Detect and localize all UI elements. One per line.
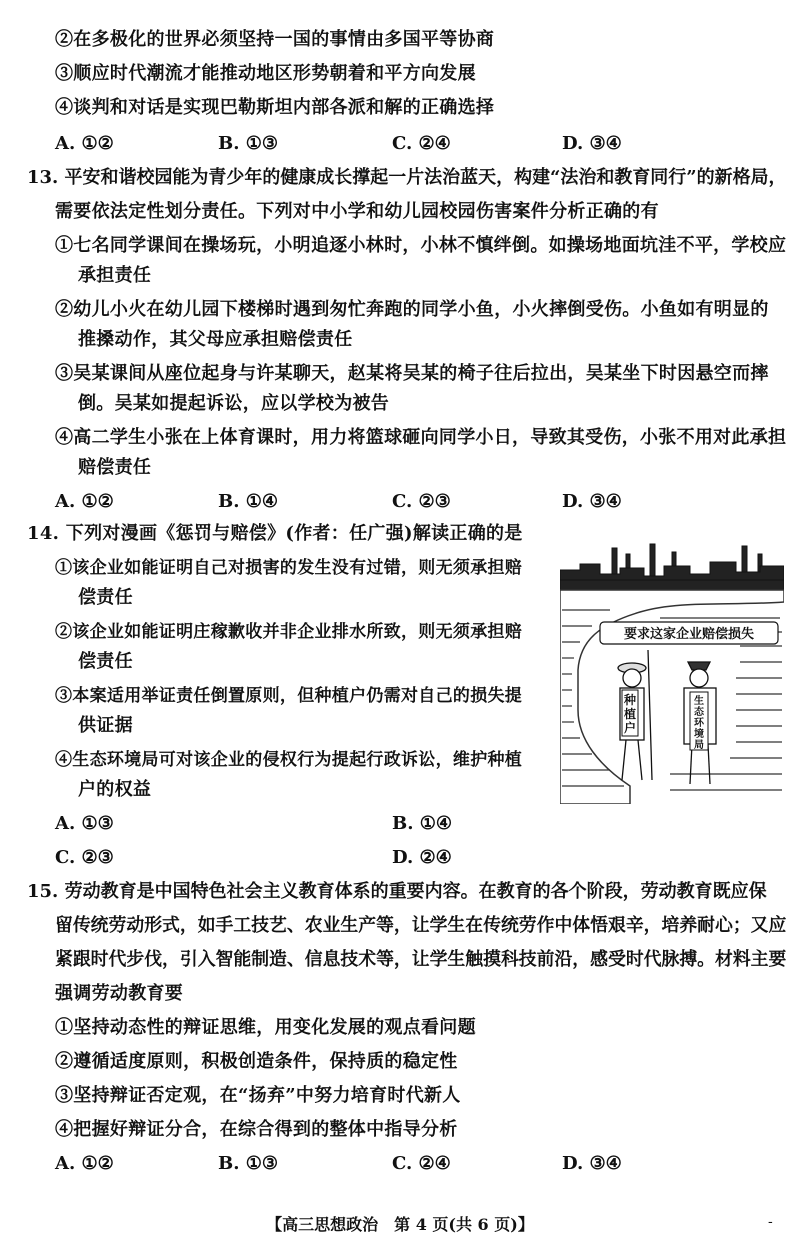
q14-option-d: D. ②④ bbox=[392, 847, 452, 868]
q13-option-b: B. ①④ bbox=[218, 491, 279, 512]
q14-item-4-line-1: ④生态环境局可对该企业的侵权行为提起行政诉讼，维护种植 bbox=[55, 750, 523, 770]
q13-stem-line-2: 需要依法定性划分责任。下列对中小学和幼儿园校园伤害案件分析正确的有 bbox=[55, 201, 659, 222]
q13-item-2-line-1: ②幼儿小火在幼儿园下楼梯时遇到匆忙奔跑的同学小鱼，小火摔倒受伤。小鱼如有明显的 bbox=[55, 299, 769, 320]
q13-item-1-line-2: 承担责任 bbox=[78, 265, 152, 286]
q15-item-3: ③坚持辩证否定观，在“扬弃”中努力培育时代新人 bbox=[55, 1085, 461, 1106]
q15-stem-line-2: 留传统劳动形式，如手工技艺、农业生产等，让学生在传统劳作中体悟艰辛，培养耐心；又应 bbox=[55, 915, 787, 936]
q14-item-4-line-2: 户的权益 bbox=[78, 779, 152, 800]
q13-item-2-line-2: 推搡动作，其父母应承担赔偿责任 bbox=[78, 329, 353, 350]
q12-item-2: ②在多极化的世界必须坚持一国的事情由多国平等协商 bbox=[55, 29, 495, 50]
q15-option-a: A. ①② bbox=[55, 1153, 114, 1174]
q14-item-3-line-1: ③本案适用举证责任倒置原则，但种植户仍需对自己的损失提 bbox=[55, 686, 523, 706]
q12-item-3: ③顺应时代潮流才能推动地区形势朝着和平方向发展 bbox=[55, 63, 476, 84]
q14-item-2-line-2: 偿责任 bbox=[78, 651, 133, 672]
q15-option-d: D. ③④ bbox=[562, 1153, 622, 1174]
q12-option-a: A. ①② bbox=[55, 133, 114, 154]
q13-option-d: D. ③④ bbox=[562, 491, 622, 512]
q14-item-2-line-1: ②该企业如能证明庄稼歉收并非企业排水所致，则无须承担赔 bbox=[55, 622, 523, 642]
q14-option-b: B. ①④ bbox=[392, 813, 453, 834]
officer-sign-char-3: 环 bbox=[694, 718, 704, 729]
q13-item-1-line-1: ①七名同学课间在操场玩，小明追逐小林时，小林不慎绊倒。如操场地面坑洼不平，学校应 bbox=[55, 235, 787, 256]
corner-mark: - bbox=[768, 1214, 773, 1230]
q14-option-a: A. ①③ bbox=[55, 813, 114, 834]
officer-sign-char-1: 生 bbox=[694, 696, 704, 707]
q13-stem-line-1: 13. 平安和谐校园能为青少年的健康成长撑起一片法治蓝天，构建“法治和教育同行”的新格局， bbox=[27, 167, 787, 188]
q15-item-4: ④把握好辩证分合，在综合得到的整体中指导分析 bbox=[55, 1119, 458, 1140]
q14-item-3-line-2: 供证据 bbox=[78, 715, 133, 736]
q13-item-4-line-2: 赔偿责任 bbox=[78, 457, 152, 478]
q15-option-b: B. ①③ bbox=[218, 1153, 279, 1174]
q13-item-3-line-1: ③吴某课间从座位起身与许某聊天，赵某将吴某的椅子往后拉出，吴某坐下时因悬空而摔 bbox=[55, 363, 769, 384]
q15-stem-line-4: 强调劳动教育要 bbox=[55, 983, 184, 1004]
q15-option-c: C. ②④ bbox=[392, 1153, 451, 1174]
farmer-sign-char-1: 种 bbox=[623, 693, 637, 707]
cartoon-punishment-and-compensation bbox=[560, 540, 784, 804]
q14-item-1-line-2: 偿责任 bbox=[78, 587, 133, 608]
q12-option-c: C. ②④ bbox=[392, 133, 451, 154]
q14-item-1-line-1: ①该企业如能证明自己对损害的发生没有过错，则无须承担赔 bbox=[55, 558, 523, 578]
q15-item-1: ①坚持动态性的辩证思维，用变化发展的观点看问题 bbox=[55, 1017, 476, 1038]
farmer-sign-char-3: 户 bbox=[623, 721, 637, 735]
q13-item-3-line-2: 倒。吴某如提起诉讼，应以学校为被告 bbox=[78, 393, 390, 414]
page-footer: 【高三思想政治 第 4 页(共 6 页)】 bbox=[266, 1215, 534, 1234]
q15-stem-line-3: 紧跟时代步伐，引入智能制造、信息技术等，让学生触摸科技前沿，感受时代脉搏。材料主要 bbox=[55, 949, 787, 970]
q13-option-c: C. ②③ bbox=[392, 491, 451, 512]
q12-item-4: ④谈判和对话是实现巴勒斯坦内部各派和解的正确选择 bbox=[55, 97, 495, 118]
q13-item-4-line-1: ④高二学生小张在上体育课时，用力将篮球砸向同学小日，导致其受伤，小张不用对此承担 bbox=[55, 427, 787, 448]
farmer-sign-char-2: 植 bbox=[623, 707, 637, 721]
q13-option-a: A. ①② bbox=[55, 491, 114, 512]
speech-bubble-text: 要求这家企业赔偿损失 bbox=[623, 627, 755, 642]
officer-sign-char-4: 境 bbox=[694, 729, 704, 740]
q14-stem: 14. 下列对漫画《惩罚与赔偿》(作者：任广强)解读正确的是 bbox=[27, 523, 523, 544]
q12-option-b: B. ①③ bbox=[218, 133, 279, 154]
q14-option-c: C. ②③ bbox=[55, 847, 114, 868]
q12-option-d: D. ③④ bbox=[562, 133, 622, 154]
q15-item-2: ②遵循适度原则，积极创造条件，保持质的稳定性 bbox=[55, 1051, 458, 1072]
cartoon-illustration bbox=[560, 540, 784, 804]
officer-sign-char-2: 态 bbox=[694, 707, 704, 718]
officer-sign-char-5: 局 bbox=[694, 740, 704, 751]
q15-stem-line-1: 15. 劳动教育是中国特色社会主义教育体系的重要内容。在教育的各个阶段，劳动教育既应保 bbox=[27, 881, 767, 902]
